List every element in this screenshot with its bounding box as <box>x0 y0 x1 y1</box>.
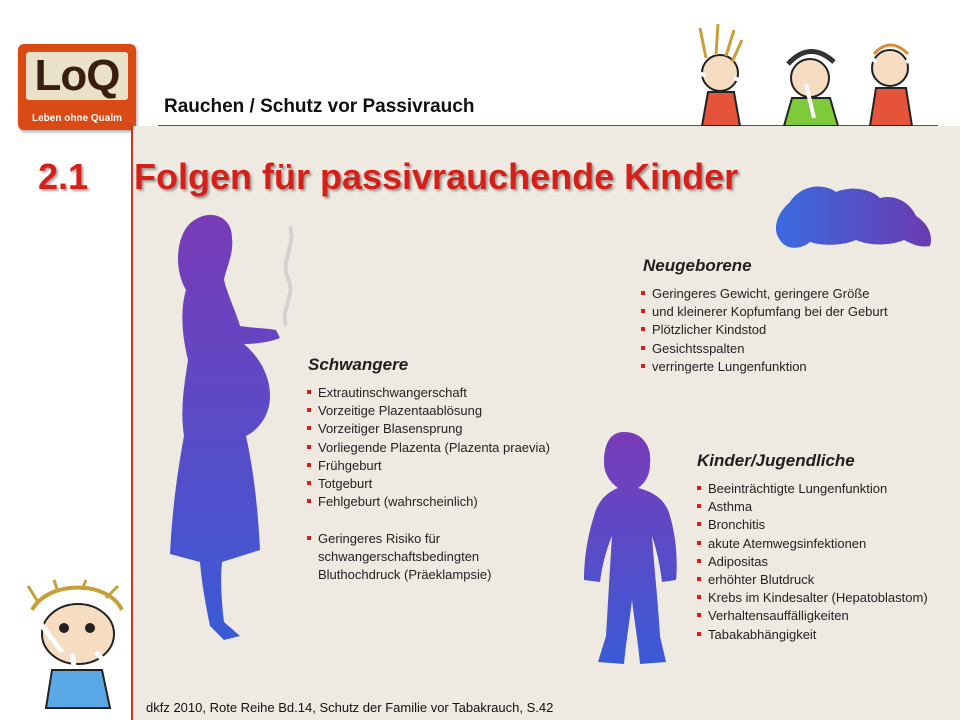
list-item: Vorzeitiger Blasensprung <box>306 420 550 438</box>
pregnant-woman-silhouette <box>140 210 310 650</box>
list-item: Vorliegende Plazenta (Plazenta praevia) <box>306 439 550 457</box>
list-item: Verhaltensauffälligkeiten <box>696 607 928 625</box>
loq-logo <box>18 44 136 130</box>
list-item: erhöhter Blutdruck <box>696 571 928 589</box>
newborns-list <box>640 285 888 376</box>
list-item: Asthma <box>696 498 928 516</box>
section-title: Folgen für passivrauchende Kinder <box>134 156 739 197</box>
extra-line: schwangerschaftsbedingten <box>318 549 480 565</box>
section-number: 2.1 <box>38 156 89 197</box>
child-silhouette <box>576 432 686 668</box>
list-item: Fehlgeburt (wahrscheinlich) <box>306 493 550 511</box>
list-item: und kleinerer Kopfumfang bei der Geburt <box>640 303 888 321</box>
group-title-children: Kinder/Jugendliche <box>697 451 855 470</box>
pregnant-extra-list <box>306 530 491 585</box>
list-item: Plötzlicher Kindstod <box>640 321 888 339</box>
logo-text: LoQ <box>26 52 128 100</box>
logo-subtitle: Leben ohne Qualm <box>31 113 122 124</box>
list-item: Frühgeburt <box>306 457 550 475</box>
extra-line: Geringeres Risiko für <box>318 531 441 546</box>
list-item: Geringeres Gewicht, geringere Größe <box>640 285 888 303</box>
cartoon-smoking-child-illustration <box>18 580 130 708</box>
list-item: verringerte Lungenfunktion <box>640 358 888 376</box>
group-title-pregnant: Schwangere <box>308 355 409 374</box>
pregnant-list <box>306 384 550 511</box>
list-item: akute Atemwegsinfektionen <box>696 535 928 553</box>
list-item: Beeinträchtigte Lungenfunktion <box>696 480 928 498</box>
list-item: Extrautinschwangerschaft <box>306 384 550 402</box>
list-item: Adipositas <box>696 553 928 571</box>
source-citation: dkfz 2010, Rote Reihe Bd.14, Schutz der Familie vor Tabakrauch, S.42 <box>146 700 554 715</box>
children-list <box>696 480 928 644</box>
list-item: Bronchitis <box>696 516 928 534</box>
list-item: Krebs im Kindesalter (Hepatoblastom) <box>696 589 928 607</box>
list-item: Tabakabhängigkeit <box>696 626 928 644</box>
page-header-title: Rauchen / Schutz vor Passivrauch <box>164 96 475 117</box>
list-item <box>306 530 491 585</box>
baby-silhouette <box>770 182 940 262</box>
list-item: Totgeburt <box>306 475 550 493</box>
list-item: Gesichtsspalten <box>640 340 888 358</box>
list-item: Vorzeitige Plazentaablösung <box>306 402 550 420</box>
group-title-newborns: Neugeborene <box>643 256 752 275</box>
cartoon-smoking-kids-illustration <box>680 18 940 126</box>
extra-line: Bluthochdruck (Präeklampsie) <box>318 567 492 583</box>
